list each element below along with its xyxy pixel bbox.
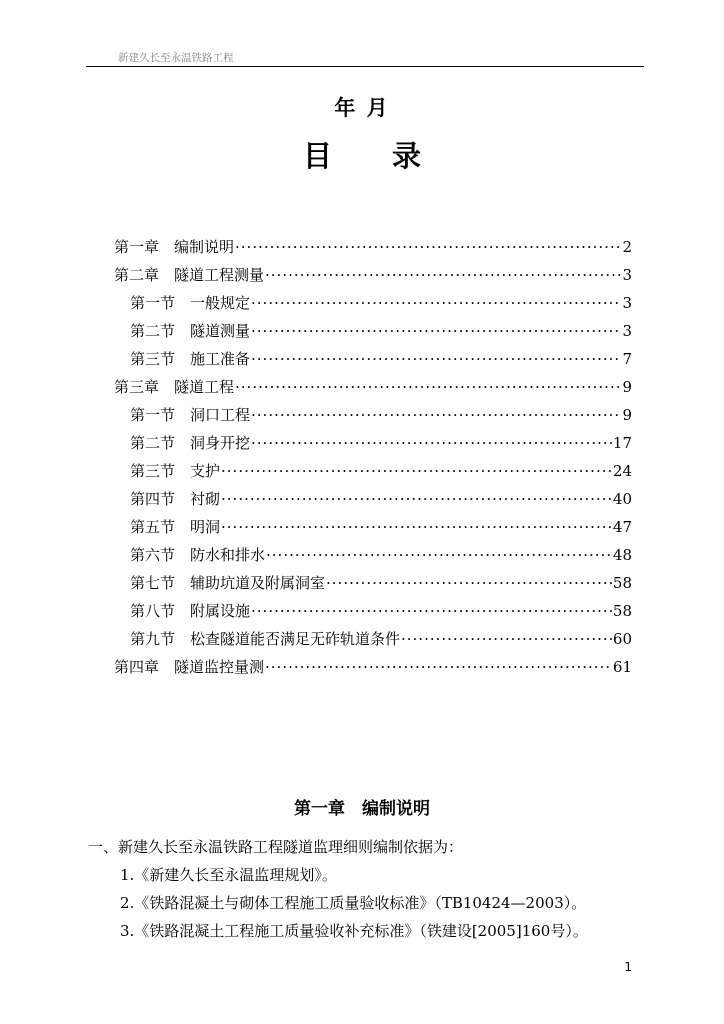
toc-entry-section[interactable]: [130, 347, 632, 371]
toc-entry-label: 第七节 辅助坑道及附属洞室: [130, 574, 326, 592]
toc-entry-section[interactable]: [130, 431, 632, 455]
page-header: [86, 50, 644, 67]
body-intro: 一、新建久长至永温铁路工程隧道监理细则编制依据为：: [88, 838, 464, 856]
toc-entry-page: 24: [612, 462, 632, 480]
toc-entry-page: 58: [612, 574, 632, 592]
toc-leader-dots: [221, 459, 612, 483]
toc-entry-label: 第二节 隧道测量: [130, 322, 251, 340]
toc-entry-label: 第三节 施工准备: [130, 350, 251, 368]
toc-title: 目录: [302, 139, 481, 173]
toc-entry-label: 第一章 编制说明: [114, 238, 235, 256]
toc-entry-label: 第八节 附属设施: [130, 602, 251, 620]
toc-leader-dots: [251, 319, 621, 343]
toc-leader-dots: [251, 599, 612, 623]
toc-entry-label: 第九节 松查隧道能否满足无砟轨道条件: [130, 630, 401, 648]
toc-entry-chapter-3[interactable]: [114, 375, 632, 399]
page-number: 1: [624, 960, 632, 974]
body-item: 3.《铁路混凝土工程施工质量验收补充标准》（铁建设[2005]160号）。: [120, 922, 588, 940]
toc-entry-label: 第六节 防水和排水: [130, 546, 266, 564]
toc-leader-dots: [235, 235, 621, 259]
toc-leader-dots: [251, 347, 621, 371]
toc-entry-page: 3: [622, 294, 632, 312]
toc-entry-page: 58: [612, 602, 632, 620]
toc-entry-section[interactable]: [130, 291, 632, 315]
toc-leader-dots: [221, 487, 612, 511]
toc-entry-section[interactable]: [130, 487, 632, 511]
toc-entry-label: 第三章 隧道工程: [114, 378, 235, 396]
toc-entry-page: 40: [612, 490, 632, 508]
toc-leader-dots: [235, 375, 621, 399]
toc-entry-page: 61: [612, 658, 632, 676]
toc-entry-section[interactable]: [130, 515, 632, 539]
toc-entry-label: 第四章 隧道监控量测: [114, 658, 265, 676]
toc-leader-dots: [251, 291, 621, 315]
toc-entry-section[interactable]: [130, 319, 632, 343]
chapter-heading: 第一章 编制说明: [294, 799, 430, 819]
toc-entry-page: 60: [612, 630, 632, 648]
toc-entry-page: 48: [612, 546, 632, 564]
toc-entry-page: 17: [612, 434, 632, 452]
header-title: 新建久长至永温铁路工程: [118, 52, 234, 64]
toc-entry-page: 2: [622, 238, 632, 256]
toc-entry-section[interactable]: [130, 543, 632, 567]
toc-leader-dots: [401, 627, 612, 651]
toc-entry-page: 3: [622, 322, 632, 340]
toc-entry-chapter-1[interactable]: [114, 235, 632, 259]
toc-leader-dots: [251, 403, 621, 427]
toc-leader-dots: [266, 543, 612, 567]
toc-entry-chapter-4[interactable]: [114, 655, 632, 679]
toc-leader-dots: [265, 655, 612, 679]
toc-leader-dots: [221, 515, 612, 539]
body-item: 2.《铁路混凝土与砌体工程施工质量验收标准》（TB10424—2003）。: [120, 894, 587, 912]
toc-entry-section[interactable]: [130, 459, 632, 483]
toc-entry-section[interactable]: [130, 627, 632, 651]
toc-entry-chapter-2[interactable]: [114, 263, 632, 287]
toc-entry-label: 第三节 支护: [130, 462, 221, 480]
toc-entry-section[interactable]: [130, 599, 632, 623]
toc-leader-dots: [251, 431, 612, 455]
toc-entry-label: 第四节 衬砌: [130, 490, 221, 508]
toc-entry-label: 第一节 洞口工程: [130, 406, 251, 424]
toc-entry-page: 3: [622, 266, 632, 284]
toc-entry-page: 47: [612, 518, 632, 536]
toc-entry-label: 第一节 一般规定: [130, 294, 251, 312]
toc-entry-label: 第二章 隧道工程测量: [114, 266, 265, 284]
toc-leader-dots: [265, 263, 621, 287]
toc-entry-page: 9: [622, 378, 632, 396]
toc-entry-label: 第二节 洞身开挖: [130, 434, 251, 452]
toc-entry-section[interactable]: [130, 403, 632, 427]
toc-entry-page: 9: [622, 406, 632, 424]
toc-entry-section[interactable]: [130, 571, 632, 595]
body-item: 1.《新建久长至永温监理规划》。: [120, 866, 337, 884]
toc-leader-dots: [326, 571, 612, 595]
toc-entry-label: 第五节 明洞: [130, 518, 221, 536]
date-line: 年 月: [334, 96, 390, 120]
toc-entry-page: 7: [622, 350, 632, 368]
